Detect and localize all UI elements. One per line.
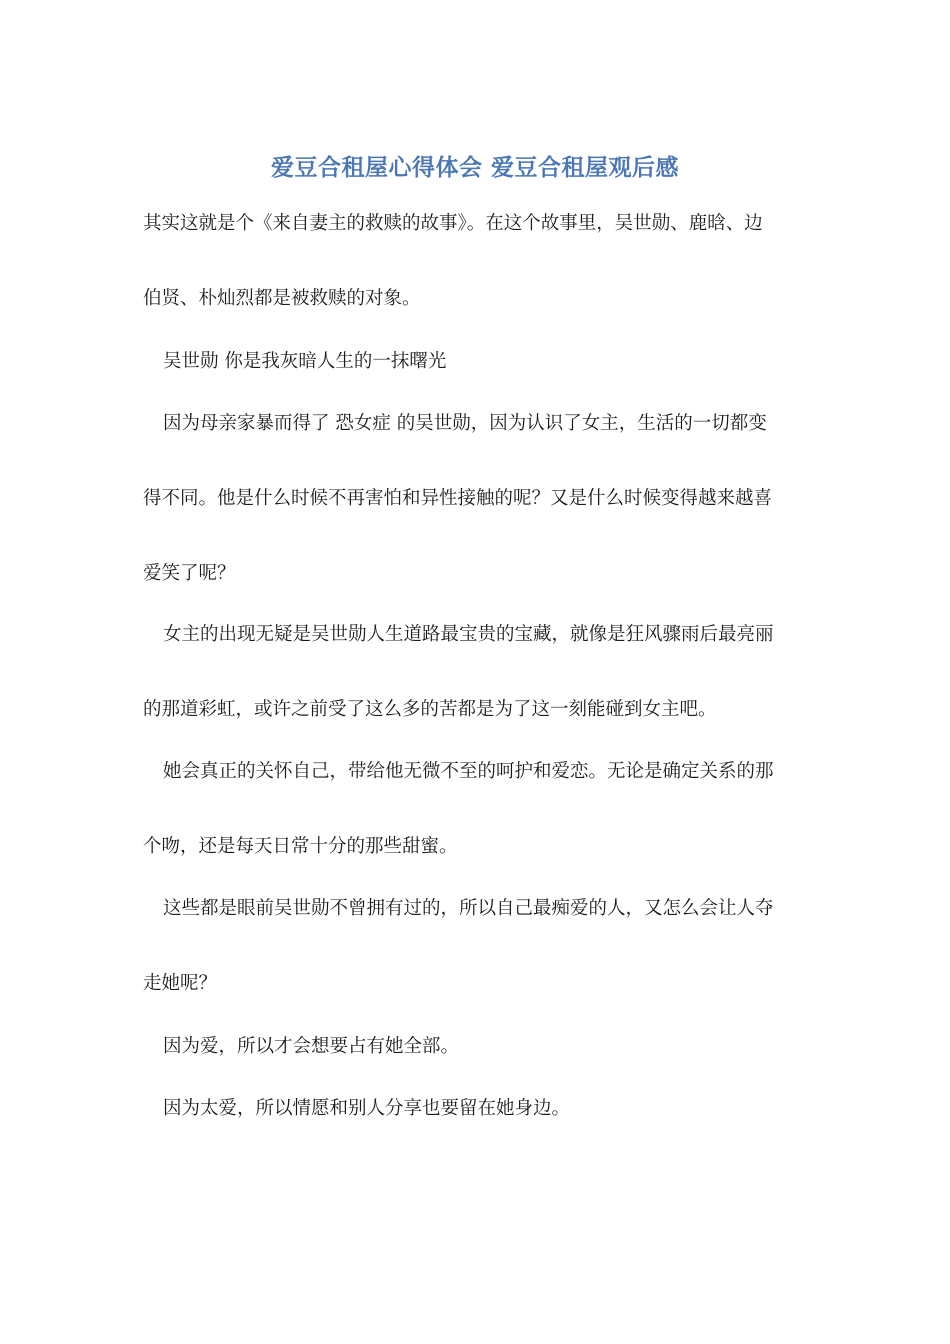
page-title: 爱豆合租屋心得体会 爱豆合租屋观后感 (270, 154, 679, 181)
paragraph-line: 因为太爱，所以情愿和别人分享也要留在她身边。 (163, 1098, 571, 1119)
paragraph-line: 伯贤、朴灿烈都是被救赎的对象。 (143, 288, 421, 309)
paragraph-line: 她会真正的关怀自己，带给他无微不至的呵护和爱恋。无论是确定关系的那 (163, 761, 774, 782)
section-heading: 吴世勋 你是我灰暗人生的一抹曙光 (163, 351, 447, 372)
paragraph-line: 爱笑了呢？ (143, 563, 236, 584)
paragraph-line: 个吻，还是每天日常十分的那些甜蜜。 (143, 836, 458, 857)
paragraph-line: 走她呢？ (143, 973, 218, 994)
paragraph-line: 这些都是眼前吴世勋不曾拥有过的，所以自己最痴爱的人，又怎么会让人夺 (163, 898, 774, 919)
paragraph-line: 女主的出现无疑是吴世勋人生道路最宝贵的宝藏，就像是狂风骤雨后最亮丽 (163, 624, 774, 645)
paragraph-line: 得不同。他是什么时候不再害怕和异性接触的呢？又是什么时候变得越来越喜 (143, 488, 773, 509)
paragraph-line: 因为母亲家暴而得了 恐女症 的吴世勋，因为认识了女主，生活的一切都变 (163, 413, 767, 434)
paragraph-line: 因为爱，所以才会想要占有她全部。 (163, 1036, 460, 1057)
paragraph-line: 其实这就是个《来自妻主的救赎的故事》。在这个故事里，吴世勋、鹿晗、边 (143, 213, 763, 234)
paragraph-line: 的那道彩虹，或许之前受了这么多的苦都是为了这一刻能碰到女主吧。 (143, 699, 717, 720)
